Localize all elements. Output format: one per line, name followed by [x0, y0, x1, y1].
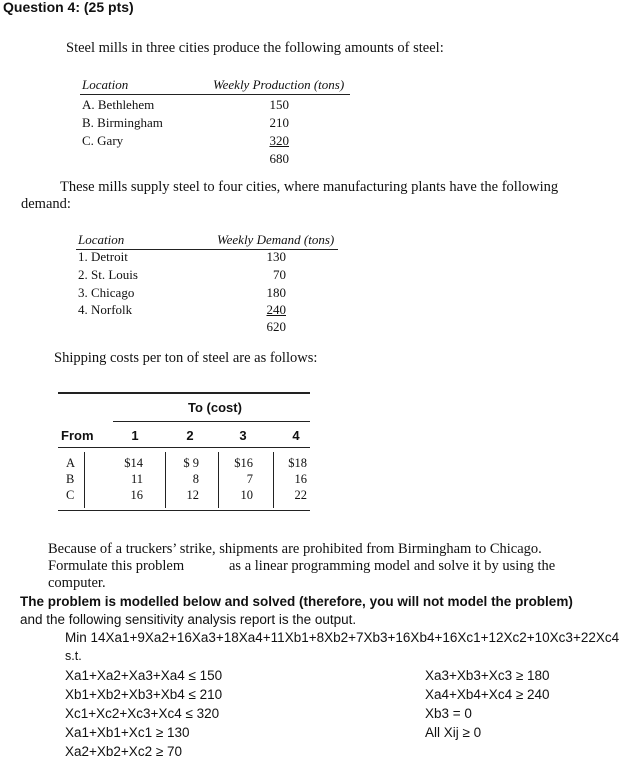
cost-group-rule [113, 421, 310, 422]
subject-to-label: s.t. [65, 649, 82, 663]
demand-location-header: Location [78, 232, 125, 247]
cost-cell: 16 [294, 472, 307, 486]
production-row-location: A. Bethlehem [82, 97, 155, 112]
constraint: Xa4+Xb4+Xc4 ≥ 240 [425, 687, 550, 702]
strike-line3: computer. [48, 575, 106, 591]
constraint: Xa1+Xb1+Xc1 ≥ 130 [65, 725, 190, 740]
cost-cell: 22 [294, 488, 307, 502]
cost-cell: 11 [130, 472, 143, 486]
production-row-value: 210 [269, 115, 289, 130]
constraint: Xb3 = 0 [425, 706, 472, 721]
production-row-location: B. Birmingham [82, 115, 163, 130]
cost-header-rule [58, 447, 310, 448]
cost-col-rule [218, 452, 219, 508]
shipping-intro: Shipping costs per ton of steel are as follows: [54, 350, 318, 366]
cost-cell: $18 [288, 456, 307, 470]
constraint: Xb1+Xb2+Xb3+Xb4 ≤ 210 [65, 687, 223, 702]
production-value-header: Weekly Production (tons) [213, 77, 345, 92]
cost-cell: 12 [186, 488, 199, 502]
demand-row-location: 2. St. Louis [78, 267, 138, 282]
cost-to-header: 3 [239, 428, 247, 443]
cost-table-top-rule [58, 392, 310, 394]
cost-cell: 8 [192, 472, 199, 486]
constraint: All Xij ≥ 0 [425, 725, 482, 740]
cost-group-header: To (cost) [188, 400, 242, 415]
cost-cell: $ 9 [183, 456, 199, 470]
demand-row-location: 3. Chicago [78, 285, 135, 300]
demand-row-value: 240 [266, 302, 286, 317]
question-title: Question 4: (25 pts) [3, 0, 134, 15]
demand-row-location: 4. Norfolk [78, 302, 133, 317]
strike-line2a: Formulate this problem [48, 558, 185, 574]
note-line2: and the following sensitivity analysis report is the output. [20, 612, 357, 627]
constraint: Xc1+Xc2+Xc3+Xc4 ≤ 320 [65, 706, 220, 721]
cost-cell: 16 [130, 488, 143, 502]
cost-table-bottom-rule [58, 510, 310, 511]
cost-from-header: From [61, 428, 94, 443]
cost-row-from: B [66, 472, 75, 486]
objective-function [65, 630, 619, 645]
cost-col-rule [84, 452, 85, 508]
cost-to-header: 4 [292, 428, 300, 443]
constraint: Xa2+Xb2+Xc2 ≥ 70 [65, 744, 182, 759]
demand-intro-line2: demand: [21, 196, 71, 212]
demand-row-value: 180 [266, 285, 286, 300]
objective-text: Min 14Xa1+9Xa2+16Xa3+18Xa4+11Xb1+8Xb2+7Xb3+16Xb4+16Xc1+12Xc2+10Xc3+22Xc4 [65, 630, 620, 645]
demand-total: 620 [266, 319, 286, 334]
intro-text: Steel mills in three cities produce the following amounts of steel: [66, 40, 444, 56]
cost-row-from: C [66, 488, 75, 502]
demand-row-value: 130 [266, 249, 286, 264]
cost-cell: $14 [124, 456, 143, 470]
cost-cell: 10 [240, 488, 253, 502]
production-row-location: C. Gary [82, 133, 124, 148]
constraint: Xa3+Xb3+Xc3 ≥ 180 [425, 668, 550, 683]
production-location-header: Location [82, 77, 129, 92]
note-line1: The problem is modelled below and solved (therefore, you will not model the problem) [20, 594, 573, 609]
cost-col-rule [273, 452, 274, 508]
cost-to-header: 2 [186, 428, 194, 443]
strike-line1: Because of a truckers’ strike, shipments are prohibited from Birmingham to Chicago. [48, 541, 542, 557]
cost-col-rule [165, 452, 166, 508]
demand-row-location: 1. Detroit [78, 249, 128, 264]
cost-to-header: 1 [131, 428, 139, 443]
production-header-rule [80, 94, 350, 95]
strike-line2b: as a linear programming model and solve it by using the [229, 558, 556, 574]
demand-value-header: Weekly Demand (tons) [217, 232, 335, 247]
demand-row-value: 70 [273, 267, 286, 282]
cost-cell: 7 [246, 472, 253, 486]
demand-intro-line1: These mills supply steel to four cities, where manufacturing plants have the following [60, 179, 559, 195]
production-total: 680 [269, 151, 289, 166]
cost-cell: $16 [234, 456, 253, 470]
cost-row-from: A [66, 456, 76, 470]
constraint: Xa1+Xa2+Xa3+Xa4 ≤ 150 [65, 668, 223, 683]
production-row-value: 150 [269, 97, 289, 112]
production-row-value: 320 [269, 133, 289, 148]
